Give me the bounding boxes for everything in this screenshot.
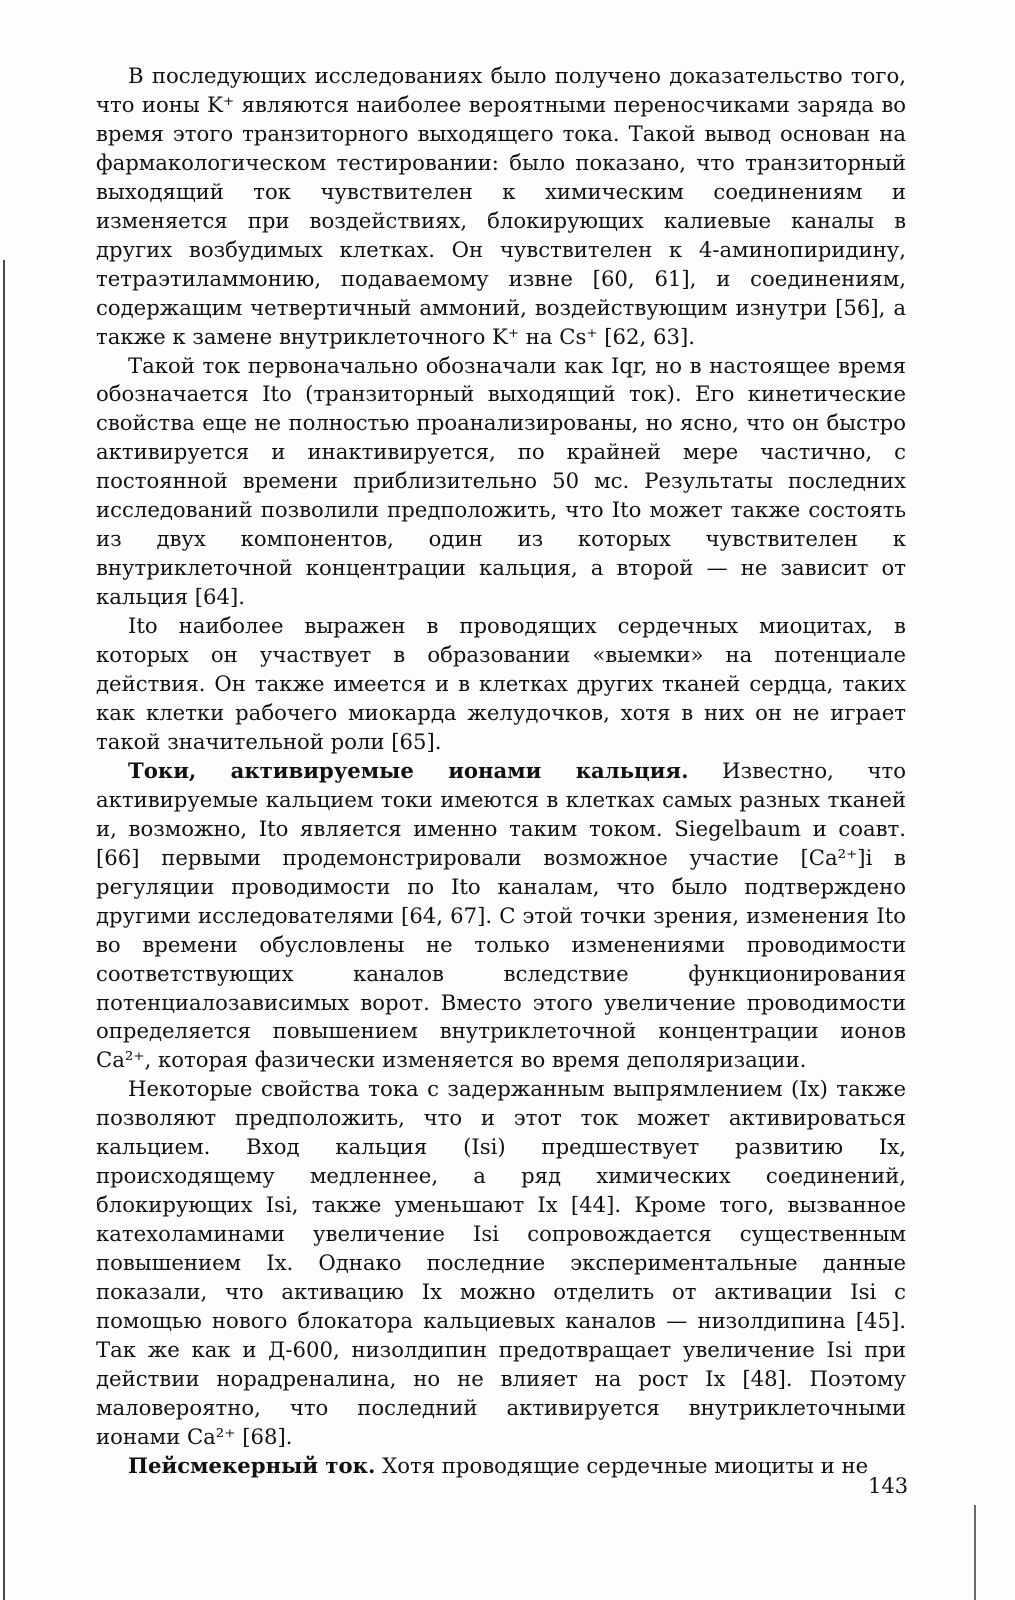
- body-text: [96, 62, 906, 1481]
- paragraph-5: [96, 1075, 906, 1451]
- paragraph-5-text: Некоторые свойства тока с задержанным выпрямлением (Ix) также позволяют предположить, что и этот ток может активироваться кальцием. Вход кальция (Isi) предшествует развитию Ix, происходящему медленнее, а ряд химических соединений, блокирующих Isi, также уменьшают Ix [44]. Кроме того, вызванное катехоламинами увеличение Isi сопровождается существенным повышением Ix. Однако последние экспериментальные данные показали, что активацию Ix можно отделить от активации Isi с помощью нового блокатора кальциевых каналов — низолдипина [45]. Так же как и Д-600, низолдипин предотвращает увеличение Isi при действии норадреналина, но не влияет на рост Ix [48]. Поэтому маловероятно, что последний активируется внутриклеточными ионами Ca²⁺ [68].: [96, 1076, 906, 1449]
- paragraph-6-text: Хотя проводящие сердечные миоциты и не: [382, 1452, 869, 1478]
- paragraph-1: [96, 62, 906, 352]
- page-number: 143: [868, 1474, 909, 1498]
- paragraph-2: [96, 352, 906, 613]
- paragraph-2-text: Такой ток первоначально обозначали как Iqr, но в настоящее время обозначается Ito (транзиторный выходящий ток). Его кинетические свойства еще не полностью проанализированы, но ясно, что он быстро активируется и инактивируется, по крайней мере частично, с постоянной времени приблизительно 50 мс. Результаты последних исследований позволили предположить, что Ito может также состоять из двух компонентов, один из которых чувствителен к внутриклеточной концентрации кальция, а второй — не зависит от кальция [64].: [96, 352, 906, 610]
- paragraph-6: [96, 1452, 906, 1481]
- page-edge-shadow: [3, 260, 5, 1600]
- paragraph-3: [96, 612, 906, 757]
- paragraph-4-text: Известно, что активируемые кальцием токи имеются в клетках самых разных тканей и, возможно, Ito является именно таким током. Siegelbaum и соавт. [66] первыми продемонстрировали возможное участие [Ca²⁺]i в регуляции проводимости по Ito каналам, что было подтверждено другими исследователями [64, 67]. С этой точки зрения, изменения Ito во времени обусловлены не только изменениями проводимости соответствующих каналов вследствие функционирования потенциалозависимых ворот. Вместо этого увеличение проводимости определяется повышением внутриклеточной концентрации ионов Ca²⁺, которая фазически изменяется во время деполяризации.: [96, 757, 906, 1073]
- paragraph-3-text: Ito наиболее выражен в проводящих сердечных миоцитах, в которых он участвует в образовании «выемки» на потенциале действия. Он также имеется и в клетках других тканей сердца, таких как клетки рабочего миокарда желудочков, хотя в них он не играет такой значительной роли [65].: [96, 613, 906, 754]
- page-edge-mark: [974, 1505, 976, 1600]
- section-heading-pacemaker-current: Пейсмекерный ток.: [128, 1452, 376, 1478]
- paragraph-1-text: В последующих исследованиях было получено доказательство того, что ионы K⁺ являются наиболее вероятными переносчиками заряда во время этого транзиторного выходящего тока. Такой вывод основан на фармакологическом тестировании: было показано, что транзиторный выходящий ток чувствителен к химическим соединениям и изменяется при воздействиях, блокирующих калиевые каналы в других возбудимых клетках. Он чувствителен к 4-аминопиридину, тетраэтиламмонию, подаваемому извне [60, 61], и соединениям, содержащим четвертичный аммоний, воздействующим изнутри [56], а также к замене внутриклеточного K⁺ на Cs⁺ [62, 63].: [96, 63, 906, 349]
- paragraph-4: [96, 757, 906, 1075]
- section-heading-calcium-currents: Токи, активируемые ионами кальция.: [128, 757, 689, 783]
